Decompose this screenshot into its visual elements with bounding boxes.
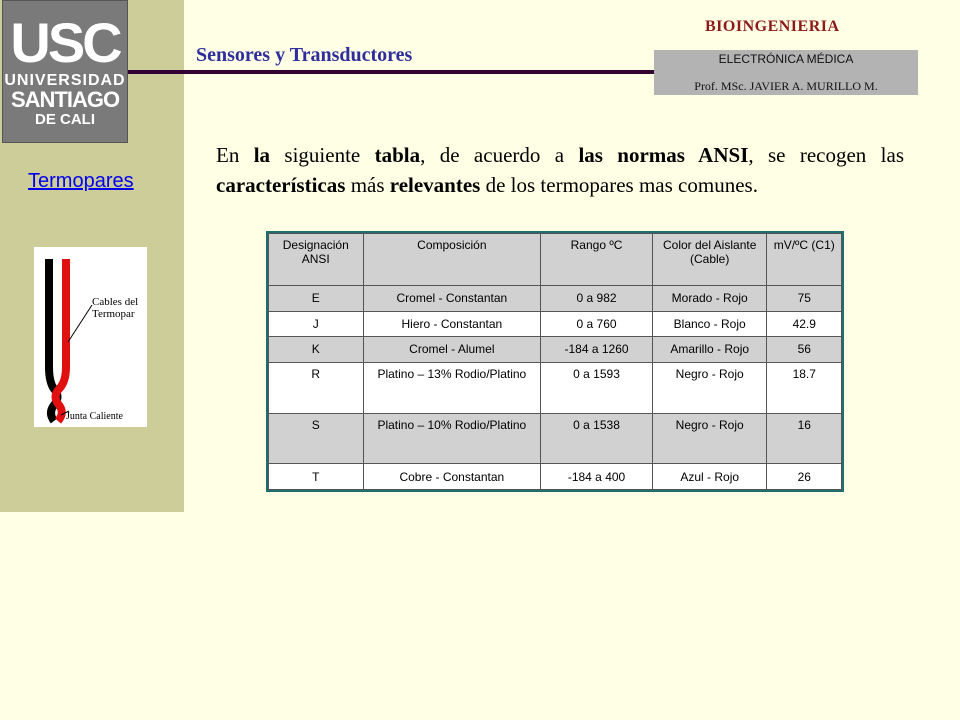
table-cell: 26 (767, 464, 842, 490)
table-cell: Morado - Rojo (652, 286, 767, 311)
logo-usc-text: USC (10, 11, 120, 74)
intro-paragraph (216, 140, 904, 200)
table-cell: 42.9 (767, 311, 842, 336)
header-composicion: Composición (363, 234, 541, 286)
label-cables-1: Cables del (92, 296, 139, 308)
logo-line-de-cali: DE CALI (35, 111, 95, 128)
table-cell: Platino – 10% Rodio/Platino (363, 413, 541, 464)
header-rango: Rango ºC (541, 234, 653, 286)
table-cell: 0 a 760 (541, 311, 653, 336)
table-cell: Blanco - Rojo (652, 311, 767, 336)
table-cell: Platino – 13% Rodio/Platino (363, 362, 541, 413)
intro-part: En (216, 143, 254, 167)
label-cables-2: Termopar (92, 308, 135, 320)
table-cell: 18.7 (767, 362, 842, 413)
table-cell: 0 a 1593 (541, 362, 653, 413)
header-color: Color del Aislante (Cable) (652, 234, 767, 286)
intro-part: la (253, 143, 271, 167)
thermocouple-diagram-svg (34, 247, 147, 427)
intro-part: de los termopares mas comunes. (480, 173, 758, 197)
intro-part: , de acuerdo a (420, 143, 579, 167)
table-cell: Negro - Rojo (652, 362, 767, 413)
usc-logo (2, 0, 128, 143)
table-cell: R (269, 362, 364, 413)
table-cell: Hiero - Constantan (363, 311, 541, 336)
intro-part: siguiente (270, 143, 375, 167)
table-cell: E (269, 286, 364, 311)
intro-part: tabla (374, 143, 421, 167)
table-header-row (269, 234, 842, 286)
table-cell: -184 a 1260 (541, 337, 653, 362)
table-cell: 16 (767, 413, 842, 464)
logo-line-universidad: UNIVERSIDAD (4, 72, 126, 89)
table-cell: 75 (767, 286, 842, 311)
table-cell: Cromel - Constantan (363, 286, 541, 311)
thermocouple-table (266, 231, 844, 492)
thermocouple-diagram (34, 247, 147, 427)
header-designacion: Designación ANSI (269, 234, 364, 286)
subject-name: ELECTRÓNICA MÉDICA (718, 52, 854, 66)
label-junction: Junta Caliente (66, 411, 123, 422)
table-cell: J (269, 311, 364, 336)
table-cell: Amarillo - Rojo (652, 337, 767, 362)
intro-part: características (216, 173, 346, 197)
table-row (269, 413, 842, 464)
program-name: BIOINGENIERIA (705, 18, 840, 35)
termopares-link[interactable]: Termopares (28, 170, 134, 192)
logo-line-santiago: SANTIAGO (10, 87, 120, 112)
table-cell: K (269, 337, 364, 362)
professor-name: Prof. MSc. JAVIER A. MURILLO M. (694, 79, 878, 93)
table-cell: Azul - Rojo (652, 464, 767, 490)
table-cell: 0 a 1538 (541, 413, 653, 464)
table-row (269, 464, 842, 490)
table-cell: S (269, 413, 364, 464)
table-cell: T (269, 464, 364, 490)
table-cell: Cobre - Constantan (363, 464, 541, 490)
table-cell: Cromel - Alumel (363, 337, 541, 362)
header-mv: mV/ºC (C1) (767, 234, 842, 286)
intro-part: relevantes (389, 173, 481, 197)
intro-part: , se recogen las (748, 143, 904, 167)
table-row (269, 337, 842, 362)
table-row (269, 286, 842, 311)
table-cell: -184 a 400 (541, 464, 653, 490)
table-row (269, 362, 842, 413)
table-row (269, 311, 842, 336)
table-cell: 0 a 982 (541, 286, 653, 311)
course-title: Sensores y Transductores (196, 44, 413, 66)
intro-part: más (345, 173, 390, 197)
intro-part: las normas ANSI (578, 143, 749, 167)
cables-pointer (68, 305, 92, 342)
table-cell: 56 (767, 337, 842, 362)
table-cell: Negro - Rojo (652, 413, 767, 464)
